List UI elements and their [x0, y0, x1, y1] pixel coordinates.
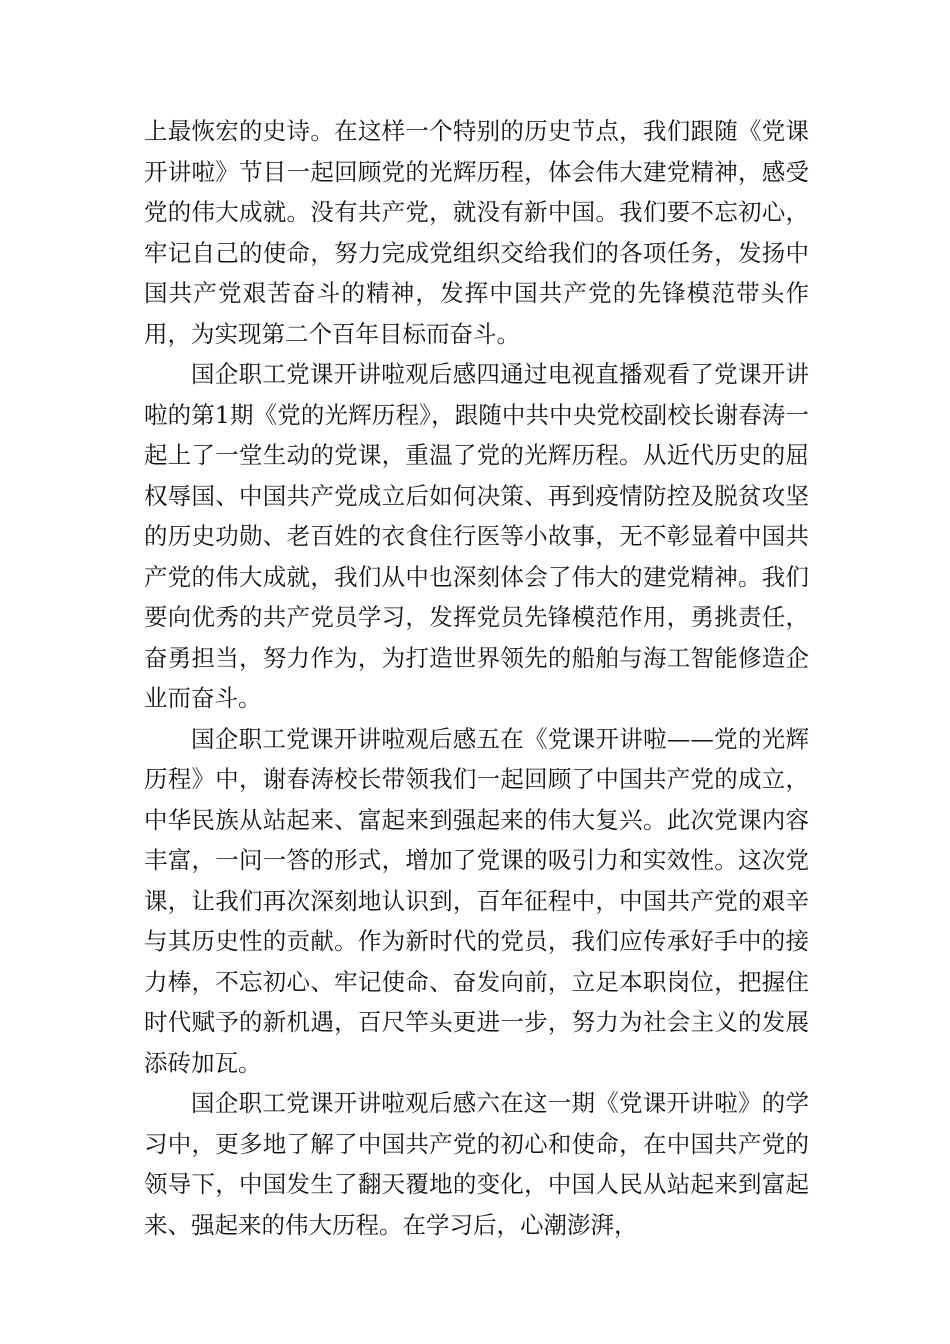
- paragraph-review-four: 国企职工党课开讲啦观后感四通过电视直播观看了党课开讲啦的第1期《党的光辉历程》，跟随中共中央党校副校长谢春涛一起上了一堂生动的党课，重温了党的光辉历程。从近代历史的屈权辱国、中国共产党成立后如何决策、再到疫情防控及脱贫攻坚的历史功勋、老百姓的衣食住行医等小故事，无不彰显着中国共产党的伟大成就，我们从中也深刻体会了伟大的建党精神。我们要向优秀的共产党员学习，发挥党员先锋模范作用，勇挑责任，奋勇担当，努力作为，为打造世界领先的船舶与海工智能修造企业而奋斗。: [144, 360, 809, 712]
- paragraph-review-six: 国企职工党课开讲啦观后感六在这一期《党课开讲啦》的学习中，更多地了解了中国共产党的初心和使命，在中国共产党的领导下，中国发生了翻天覆地的变化，中国人民从站起来到富起来、强起来的伟大历程。在学习后，心潮澎湃，: [144, 1089, 809, 1239]
- document-body: [144, 111, 809, 1245]
- paragraph-continuation: 上最恢宏的史诗。在这样一个特别的历史节点，我们跟随《党课开讲啦》节目一起回顾党的光辉历程，体会伟大建党精神，感受党的伟大成就。没有共产党，就没有新中国。我们要不忘初心，牢记自己的使命，努力完成党组织交给我们的各项任务，发扬中国共产党艰苦奋斗的精神，发挥中国共产党的先锋模范带头作用，为实现第二个百年目标而奋斗。: [144, 117, 809, 348]
- paragraph-review-five: 国企职工党课开讲啦观后感五在《党课开讲啦——党的光辉历程》中，谢春涛校长带领我们一起回顾了中国共产党的成立，中华民族从站起来、富起来到强起来的伟大复兴。此次党课内容丰富，一问一答的形式，增加了党课的吸引力和实效性。这次党课，让我们再次深刻地认识到，百年征程中，中国共产党的艰辛与其历史性的贡献。作为新时代的党员，我们应传承好手中的接力棒，不忘初心、牢记使命、奋发向前，立足本职岗位，把握住时代赋予的新机遇，百尺竿头更进一步，努力为社会主义的发展添砖加瓦。: [144, 724, 809, 1077]
